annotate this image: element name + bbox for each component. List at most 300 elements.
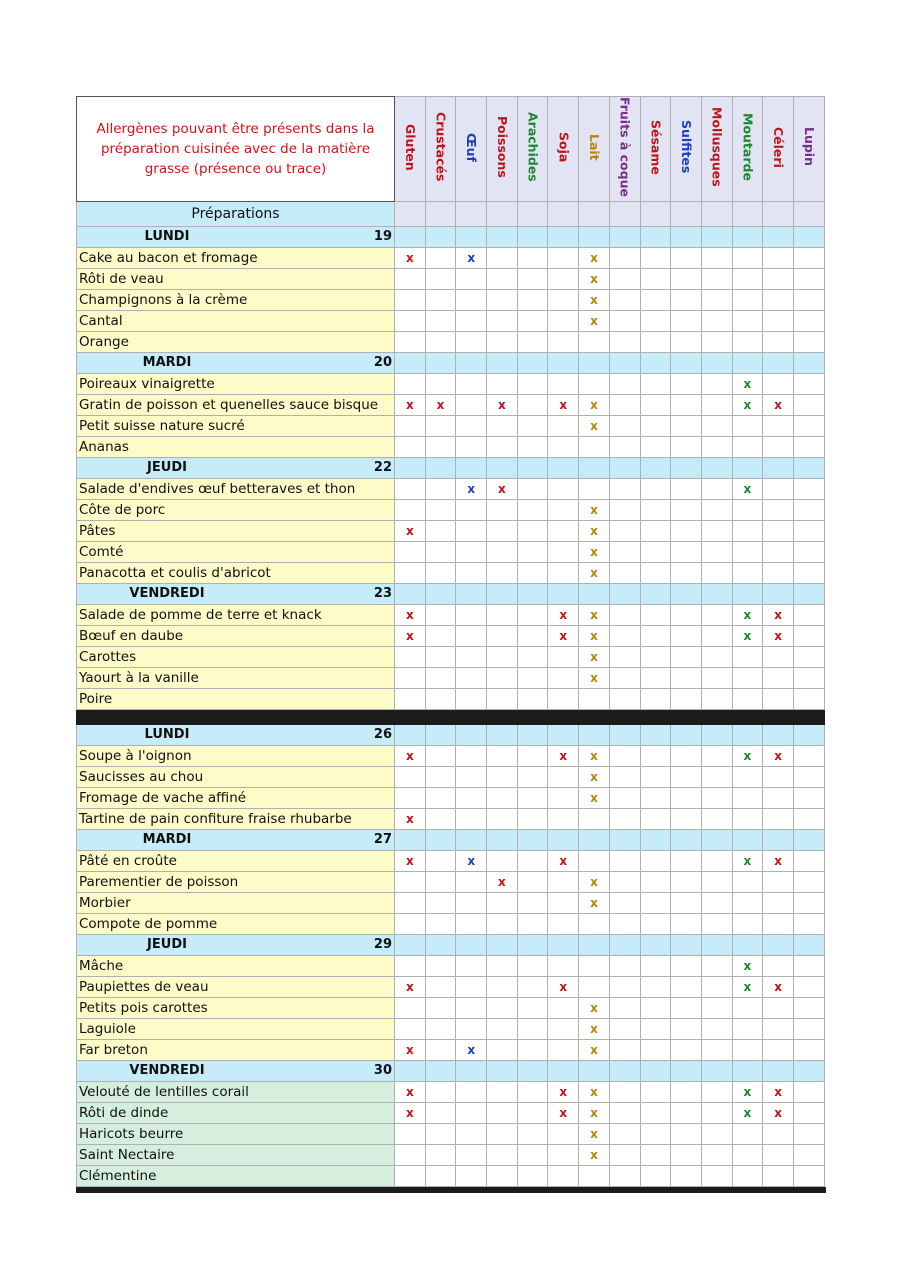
table-row [77, 808, 825, 829]
allergen-cell-empty [732, 997, 763, 1018]
allergen-cell-empty [793, 688, 824, 709]
allergen-header-extension [579, 201, 610, 226]
allergen-cell-empty [609, 1081, 640, 1102]
allergen-cell-empty [517, 562, 548, 583]
allergen-cell-empty [487, 499, 518, 520]
day-header-fill [548, 583, 579, 604]
day-header-fill [763, 226, 794, 247]
allergen-cell-empty [456, 625, 487, 646]
allergen-cell-empty [548, 247, 579, 268]
table-row [77, 667, 825, 688]
allergen-cell-empty [793, 520, 824, 541]
allergen-cell-empty [671, 520, 702, 541]
allergen-cell-empty [425, 688, 456, 709]
day-date: 22 [373, 460, 392, 476]
allergen-label: Arachides [525, 112, 541, 182]
allergen-cell-empty [609, 436, 640, 457]
allergen-cell-empty [793, 1018, 824, 1039]
table-row [77, 289, 825, 310]
allergen-cell-empty [640, 247, 671, 268]
allergen-cell-empty [425, 1123, 456, 1144]
allergen-cell-empty [517, 499, 548, 520]
allergen-cell-empty [609, 892, 640, 913]
allergen-header-extension [425, 201, 456, 226]
allergen-cell-empty [793, 499, 824, 520]
allergen-mark: x [579, 562, 610, 583]
allergen-cell-empty [517, 289, 548, 310]
allergen-cell-empty [671, 373, 702, 394]
allergen-mark: x [548, 850, 579, 871]
day-header-row [77, 829, 825, 850]
allergen-cell-empty [671, 787, 702, 808]
day-header-fill [395, 724, 426, 745]
allergen-cell-empty [517, 1102, 548, 1123]
allergen-cell-empty [763, 247, 794, 268]
day-header-fill [793, 583, 824, 604]
allergen-mark: x [732, 976, 763, 997]
allergen-cell-empty [640, 310, 671, 331]
allergen-cell-empty [487, 667, 518, 688]
allergen-cell-empty [701, 436, 732, 457]
table-row [77, 415, 825, 436]
allergen-cell-empty [487, 1039, 518, 1060]
allergen-cell-empty [425, 1081, 456, 1102]
allergen-cell-empty [487, 562, 518, 583]
allergen-header-extension [609, 201, 640, 226]
allergen-cell-empty [517, 625, 548, 646]
allergen-cell-empty [671, 745, 702, 766]
allergen-cell-empty [609, 499, 640, 520]
allergen-cell-empty [487, 646, 518, 667]
allergen-cell-empty [425, 1102, 456, 1123]
allergen-mark: x [395, 1081, 426, 1102]
allergen-cell-empty [456, 310, 487, 331]
allergen-cell-empty [763, 646, 794, 667]
allergen-cell-empty [517, 1081, 548, 1102]
dish-name: Pâté en croûte [77, 850, 395, 871]
allergen-cell-empty [487, 913, 518, 934]
allergen-cell-empty [701, 268, 732, 289]
day-header-fill [579, 1060, 610, 1081]
day-header-fill [793, 724, 824, 745]
allergen-cell-empty [456, 871, 487, 892]
allergen-mark: x [395, 745, 426, 766]
allergen-mark: x [763, 604, 794, 625]
allergen-cell-empty [640, 892, 671, 913]
allergen-cell-empty [701, 997, 732, 1018]
day-header-fill [763, 829, 794, 850]
allergen-cell-empty [425, 268, 456, 289]
allergen-cell-empty [609, 1165, 640, 1186]
allergen-cell-empty [456, 1123, 487, 1144]
allergen-cell-empty [671, 1102, 702, 1123]
allergen-mark: x [579, 1102, 610, 1123]
allergen-cell-empty [517, 331, 548, 352]
allergen-cell-empty [517, 1165, 548, 1186]
allergen-mark: x [579, 1123, 610, 1144]
dish-name: Orange [77, 331, 395, 352]
table-row [77, 787, 825, 808]
day-header-fill [701, 934, 732, 955]
dish-name: Soupe à l'oignon [77, 745, 395, 766]
allergen-mark: x [732, 604, 763, 625]
allergen-cell-empty [763, 520, 794, 541]
day-header-fill [732, 1060, 763, 1081]
allergen-mark: x [548, 394, 579, 415]
allergen-cell-empty [517, 787, 548, 808]
allergen-cell-empty [579, 688, 610, 709]
day-header-fill [609, 829, 640, 850]
allergen-cell-empty [640, 1081, 671, 1102]
allergen-cell-empty [671, 1165, 702, 1186]
allergen-cell-empty [548, 667, 579, 688]
day-header-fill [487, 583, 518, 604]
allergen-mark: x [763, 1102, 794, 1123]
allergen-cell-empty [395, 667, 426, 688]
allergen-cell-empty [395, 415, 426, 436]
day-header-fill [548, 226, 579, 247]
day-header-fill [456, 226, 487, 247]
day-header-fill [395, 1060, 426, 1081]
allergen-header-extension [487, 201, 518, 226]
allergen-cell-empty [732, 1018, 763, 1039]
allergen-cell-empty [732, 310, 763, 331]
day-header-fill [671, 352, 702, 373]
allergen-cell-empty [548, 520, 579, 541]
allergen-mark: x [732, 478, 763, 499]
day-header-fill [456, 934, 487, 955]
allergen-cell-empty [732, 436, 763, 457]
day-name: LUNDI [144, 727, 190, 743]
allergen-cell-empty [671, 499, 702, 520]
dish-name: Carottes [77, 646, 395, 667]
allergen-cell-empty [487, 1123, 518, 1144]
allergen-cell-empty [487, 688, 518, 709]
allergen-cell-empty [456, 415, 487, 436]
allergen-cell-empty [517, 604, 548, 625]
allergen-cell-empty [671, 976, 702, 997]
day-header-fill [579, 829, 610, 850]
day-header [77, 829, 395, 850]
allergen-cell-empty [517, 478, 548, 499]
allergen-cell-empty [763, 310, 794, 331]
allergen-cell-empty [487, 1144, 518, 1165]
allergen-cell-empty [456, 562, 487, 583]
day-header-fill [517, 934, 548, 955]
allergen-cell-empty [579, 373, 610, 394]
allergen-cell-empty [609, 913, 640, 934]
allergen-cell-empty [763, 562, 794, 583]
allergen-cell-empty [456, 1081, 487, 1102]
day-header-fill [732, 226, 763, 247]
allergen-cell-empty [395, 268, 426, 289]
allergen-header [701, 97, 732, 202]
dish-name: Clémentine [77, 1165, 395, 1186]
allergen-cell-empty [640, 646, 671, 667]
allergen-cell-empty [732, 1144, 763, 1165]
allergen-cell-empty [701, 1039, 732, 1060]
allergen-cell-empty [763, 787, 794, 808]
allergen-cell-empty [548, 268, 579, 289]
allergen-cell-empty [548, 997, 579, 1018]
dish-name: Poireaux vinaigrette [77, 373, 395, 394]
allergen-cell-empty [395, 331, 426, 352]
allergen-cell-empty [487, 1018, 518, 1039]
allergen-mark: x [579, 541, 610, 562]
day-header-fill [763, 583, 794, 604]
allergen-cell-empty [793, 247, 824, 268]
dish-name: Ananas [77, 436, 395, 457]
dish-name: Gratin de poisson et quenelles sauce bisque [77, 394, 395, 415]
allergen-cell-empty [425, 625, 456, 646]
day-header-fill [456, 829, 487, 850]
allergen-cell-empty [701, 1144, 732, 1165]
day-header-fill [671, 1060, 702, 1081]
allergen-cell-empty [793, 871, 824, 892]
day-header-fill [456, 457, 487, 478]
allergen-mark: x [732, 955, 763, 976]
allergen-cell-empty [732, 787, 763, 808]
allergen-cell-empty [671, 808, 702, 829]
allergen-cell-empty [793, 415, 824, 436]
allergen-table [76, 96, 825, 1187]
allergen-cell-empty [793, 1165, 824, 1186]
allergen-cell-empty [763, 913, 794, 934]
allergen-cell-empty [732, 1123, 763, 1144]
allergen-cell-empty [671, 478, 702, 499]
allergen-cell-empty [425, 787, 456, 808]
allergen-cell-empty [548, 646, 579, 667]
allergen-cell-empty [395, 913, 426, 934]
allergen-header-extension [671, 201, 702, 226]
allergen-cell-empty [793, 289, 824, 310]
allergen-cell-empty [609, 787, 640, 808]
dish-name: Salade de pomme de terre et knack [77, 604, 395, 625]
day-header-fill [456, 583, 487, 604]
allergen-cell-empty [517, 688, 548, 709]
allergen-cell-empty [425, 892, 456, 913]
allergen-cell-empty [425, 1144, 456, 1165]
table-row [77, 604, 825, 625]
allergen-header [579, 97, 610, 202]
dish-name: Rôti de dinde [77, 1102, 395, 1123]
preparations-label: Préparations [77, 201, 395, 226]
allergen-mark: x [395, 520, 426, 541]
table-row [77, 541, 825, 562]
allergen-cell-empty [793, 850, 824, 871]
day-header-fill [763, 352, 794, 373]
allergen-cell-empty [793, 976, 824, 997]
allergen-mark: x [548, 604, 579, 625]
allergen-mark: x [579, 625, 610, 646]
allergen-mark: x [579, 1039, 610, 1060]
day-header-fill [609, 457, 640, 478]
allergen-cell-empty [671, 1081, 702, 1102]
allergen-cell-empty [701, 850, 732, 871]
allergen-cell-empty [456, 268, 487, 289]
allergen-cell-empty [425, 808, 456, 829]
allergen-cell-empty [548, 892, 579, 913]
allergen-cell-empty [548, 1018, 579, 1039]
day-header-fill [671, 226, 702, 247]
allergen-cell-empty [517, 436, 548, 457]
day-header-row [77, 226, 825, 247]
allergen-cell-empty [640, 499, 671, 520]
allergen-cell-empty [793, 787, 824, 808]
day-header-fill [763, 1060, 794, 1081]
allergen-cell-empty [793, 1144, 824, 1165]
allergen-mark: x [579, 604, 610, 625]
allergen-cell-empty [701, 787, 732, 808]
allergen-label: Poissons [494, 116, 510, 178]
allergen-cell-empty [640, 289, 671, 310]
day-header-fill [395, 934, 426, 955]
allergen-cell-empty [701, 1123, 732, 1144]
allergen-cell-empty [548, 436, 579, 457]
allergen-cell-empty [425, 478, 456, 499]
allergen-cell-empty [701, 394, 732, 415]
allergen-cell-empty [701, 646, 732, 667]
allergen-cell-empty [395, 478, 426, 499]
allergen-cell-empty [671, 850, 702, 871]
allergen-cell-empty [487, 955, 518, 976]
allergen-cell-empty [793, 745, 824, 766]
allergen-cell-empty [732, 331, 763, 352]
day-header-fill [732, 457, 763, 478]
allergen-cell-empty [671, 541, 702, 562]
day-date: 30 [373, 1063, 392, 1079]
allergen-mark: x [395, 1039, 426, 1060]
allergen-cell-empty [395, 289, 426, 310]
allergen-mark: x [425, 394, 456, 415]
day-header-row [77, 457, 825, 478]
table-row [77, 625, 825, 646]
allergen-cell-empty [671, 871, 702, 892]
allergen-mark: x [579, 1081, 610, 1102]
allergen-cell-empty [456, 499, 487, 520]
allergen-label: Sulfites [679, 120, 695, 174]
allergen-cell-empty [701, 955, 732, 976]
day-header-fill [732, 934, 763, 955]
day-header-fill [609, 352, 640, 373]
allergen-cell-empty [609, 1039, 640, 1060]
day-header-row [77, 1060, 825, 1081]
day-header-fill [517, 457, 548, 478]
allergen-label: Fruits à coque [617, 97, 633, 197]
allergen-mark: x [487, 478, 518, 499]
allergen-cell-empty [793, 646, 824, 667]
allergen-cell-empty [793, 913, 824, 934]
allergen-mark: x [579, 871, 610, 892]
allergen-cell-empty [701, 520, 732, 541]
day-header-fill [456, 352, 487, 373]
allergen-cell-empty [517, 1123, 548, 1144]
day-date: 29 [373, 937, 392, 953]
allergen-cell-empty [701, 247, 732, 268]
allergen-label: Mollusques [709, 107, 725, 187]
allergen-cell-empty [763, 1018, 794, 1039]
allergen-header [609, 97, 640, 202]
day-header [77, 583, 395, 604]
allergen-cell-empty [609, 415, 640, 436]
dish-name: Rôti de veau [77, 268, 395, 289]
allergen-cell-empty [487, 289, 518, 310]
allergen-cell-empty [609, 394, 640, 415]
allergen-cell-empty [425, 520, 456, 541]
day-header-fill [517, 583, 548, 604]
allergen-cell-empty [609, 373, 640, 394]
allergen-mark: x [395, 625, 426, 646]
day-header-fill [793, 352, 824, 373]
allergen-cell-empty [763, 1039, 794, 1060]
dish-name: Haricots beurre [77, 1123, 395, 1144]
allergen-cell-empty [395, 688, 426, 709]
allergen-cell-empty [671, 415, 702, 436]
allergen-mark: x [487, 871, 518, 892]
day-header-fill [548, 1060, 579, 1081]
allergen-cell-empty [640, 436, 671, 457]
allergen-cell-empty [395, 1165, 426, 1186]
allergen-mark: x [548, 976, 579, 997]
day-header-fill [395, 226, 426, 247]
allergen-cell-empty [425, 499, 456, 520]
table-row [77, 478, 825, 499]
allergen-cell-empty [763, 766, 794, 787]
allergen-cell-empty [763, 688, 794, 709]
allergen-cell-empty [609, 562, 640, 583]
allergen-menu-sheet [76, 96, 824, 1193]
day-header-fill [793, 457, 824, 478]
allergen-cell-empty [425, 247, 456, 268]
day-header-row [77, 583, 825, 604]
allergen-cell-empty [517, 415, 548, 436]
allergen-cell-empty [487, 745, 518, 766]
allergen-cell-empty [609, 1102, 640, 1123]
allergen-cell-empty [425, 997, 456, 1018]
allergen-cell-empty [701, 745, 732, 766]
allergen-cell-empty [701, 871, 732, 892]
allergen-cell-empty [425, 745, 456, 766]
allergen-cell-empty [425, 1018, 456, 1039]
allergen-mark: x [579, 787, 610, 808]
allergen-cell-empty [425, 667, 456, 688]
allergen-cell-empty [732, 562, 763, 583]
allergen-cell-empty [517, 667, 548, 688]
allergen-mark: x [395, 604, 426, 625]
allergen-cell-empty [732, 766, 763, 787]
day-header-fill [487, 457, 518, 478]
day-header-fill [425, 829, 456, 850]
allergen-cell-empty [517, 1018, 548, 1039]
allergen-cell-empty [793, 667, 824, 688]
allergen-mark: x [763, 394, 794, 415]
allergen-cell-empty [609, 808, 640, 829]
allergen-mark: x [732, 745, 763, 766]
day-header-fill [640, 1060, 671, 1081]
day-header-fill [395, 583, 426, 604]
day-header-fill [640, 226, 671, 247]
allergen-cell-empty [640, 1039, 671, 1060]
allergen-mark: x [579, 667, 610, 688]
allergen-cell-empty [671, 688, 702, 709]
allergen-cell-empty [517, 997, 548, 1018]
day-header-fill [579, 457, 610, 478]
allergen-cell-empty [701, 913, 732, 934]
allergen-cell-empty [793, 478, 824, 499]
day-name: LUNDI [144, 229, 190, 245]
allergen-cell-empty [671, 892, 702, 913]
allergen-cell-empty [425, 562, 456, 583]
